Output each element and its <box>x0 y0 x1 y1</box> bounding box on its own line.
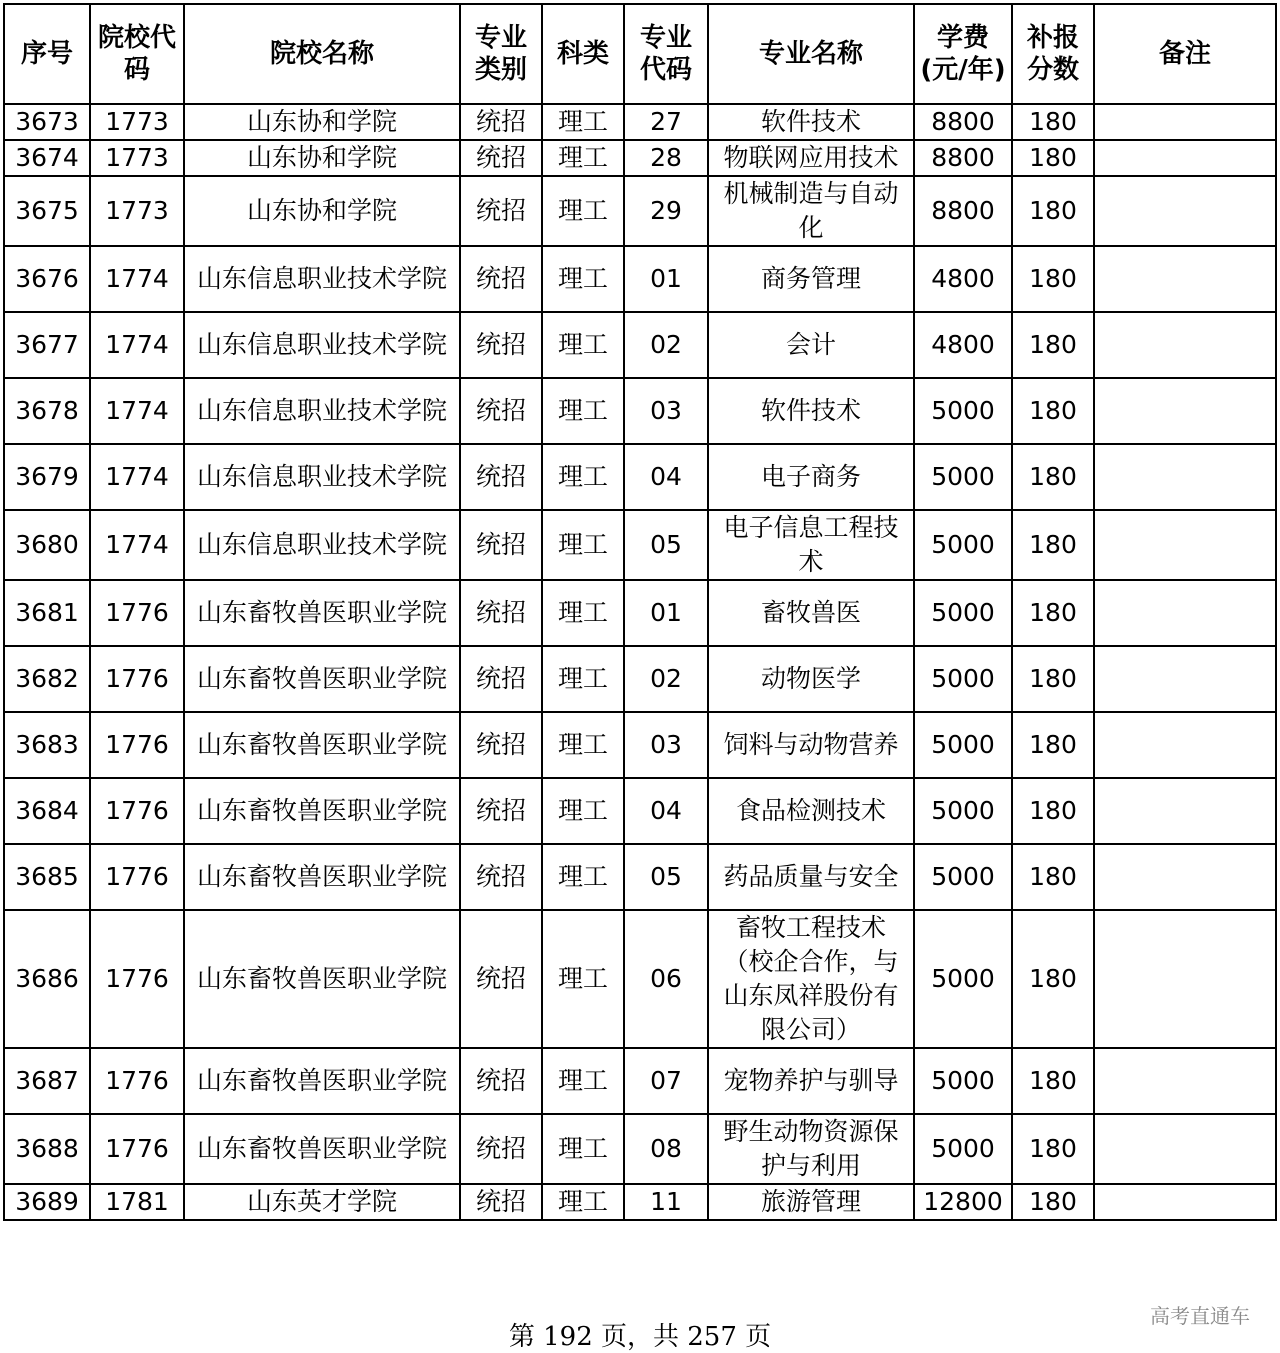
table-cell: 05 <box>624 844 708 910</box>
table-cell: 统招 <box>460 580 542 646</box>
header-cell: 序号 <box>4 4 90 104</box>
table-cell: 180 <box>1012 246 1094 312</box>
table-cell: 3688 <box>4 1114 90 1184</box>
table-cell: 02 <box>624 646 708 712</box>
table-cell <box>1094 378 1276 444</box>
table-cell: 理工 <box>542 104 624 140</box>
table-cell: 理工 <box>542 712 624 778</box>
admission-table <box>3 3 1277 1221</box>
table-cell: 1773 <box>90 176 184 246</box>
table-cell <box>1094 646 1276 712</box>
table-cell: 理工 <box>542 246 624 312</box>
table-row <box>4 444 1276 510</box>
page-number: 第 192 页，共 257 页 <box>508 1322 772 1352</box>
header-cell: 专业名称 <box>708 4 914 104</box>
table-cell: 食品检测技术 <box>708 778 914 844</box>
header-cell: 专业代码 <box>624 4 708 104</box>
table-cell: 山东畜牧兽医职业学院 <box>184 910 460 1048</box>
watermark: 高考直通车 <box>1150 1304 1250 1328</box>
table-row <box>4 176 1276 246</box>
table-row <box>4 378 1276 444</box>
table-cell: 旅游管理 <box>708 1184 914 1220</box>
table-cell: 统招 <box>460 104 542 140</box>
table-cell <box>1094 580 1276 646</box>
table-cell: 统招 <box>460 646 542 712</box>
table-cell: 180 <box>1012 510 1094 580</box>
table-cell: 180 <box>1012 910 1094 1048</box>
table-cell: 宠物养护与驯导 <box>708 1048 914 1114</box>
table-cell: 180 <box>1012 778 1094 844</box>
table-cell: 180 <box>1012 176 1094 246</box>
header-cell: 院校名称 <box>184 4 460 104</box>
table-cell: 5000 <box>914 712 1012 778</box>
table-cell: 180 <box>1012 312 1094 378</box>
table-cell: 03 <box>624 712 708 778</box>
table-cell: 统招 <box>460 378 542 444</box>
table-cell: 1776 <box>90 778 184 844</box>
table-cell: 山东畜牧兽医职业学院 <box>184 712 460 778</box>
table-cell: 山东协和学院 <box>184 176 460 246</box>
table-cell: 统招 <box>460 1114 542 1184</box>
table-cell <box>1094 778 1276 844</box>
table-cell: 03 <box>624 378 708 444</box>
table-row <box>4 140 1276 176</box>
table-cell: 4800 <box>914 312 1012 378</box>
table-row <box>4 510 1276 580</box>
table-cell <box>1094 844 1276 910</box>
table-cell: 180 <box>1012 378 1094 444</box>
table-cell: 1776 <box>90 646 184 712</box>
table-cell: 5000 <box>914 778 1012 844</box>
table-cell: 8800 <box>914 176 1012 246</box>
table-cell: 3674 <box>4 140 90 176</box>
table-cell: 180 <box>1012 844 1094 910</box>
table-cell: 统招 <box>460 1048 542 1114</box>
table-cell: 1776 <box>90 910 184 1048</box>
table-cell: 3679 <box>4 444 90 510</box>
table-cell: 山东畜牧兽医职业学院 <box>184 1048 460 1114</box>
table-cell: 机械制造与自动化 <box>708 176 914 246</box>
table-cell: 统招 <box>460 844 542 910</box>
table-cell: 会计 <box>708 312 914 378</box>
table-cell <box>1094 444 1276 510</box>
table-cell: 畜牧兽医 <box>708 580 914 646</box>
table-cell: 07 <box>624 1048 708 1114</box>
table-cell: 山东协和学院 <box>184 140 460 176</box>
table-row <box>4 312 1276 378</box>
table-row <box>4 246 1276 312</box>
table-cell: 3686 <box>4 910 90 1048</box>
table-cell: 180 <box>1012 712 1094 778</box>
table-cell: 饲料与动物营养 <box>708 712 914 778</box>
table-cell: 180 <box>1012 104 1094 140</box>
table-cell: 山东畜牧兽医职业学院 <box>184 646 460 712</box>
table-cell: 药品质量与安全 <box>708 844 914 910</box>
table-cell: 1781 <box>90 1184 184 1220</box>
table-cell: 5000 <box>914 910 1012 1048</box>
table-cell: 理工 <box>542 140 624 176</box>
table-cell: 动物医学 <box>708 646 914 712</box>
table-cell: 理工 <box>542 1048 624 1114</box>
table-cell: 物联网应用技术 <box>708 140 914 176</box>
table-cell: 3682 <box>4 646 90 712</box>
table-row <box>4 1184 1276 1220</box>
table-cell: 5000 <box>914 1048 1012 1114</box>
table-cell: 软件技术 <box>708 104 914 140</box>
table-row <box>4 580 1276 646</box>
table-cell: 1773 <box>90 140 184 176</box>
table-cell: 统招 <box>460 444 542 510</box>
table-cell: 山东信息职业技术学院 <box>184 312 460 378</box>
table-row <box>4 104 1276 140</box>
table-cell: 3684 <box>4 778 90 844</box>
table-cell: 3681 <box>4 580 90 646</box>
table-cell: 08 <box>624 1114 708 1184</box>
table-cell: 理工 <box>542 580 624 646</box>
table-cell: 统招 <box>460 510 542 580</box>
table-cell: 山东英才学院 <box>184 1184 460 1220</box>
table-cell: 27 <box>624 104 708 140</box>
table-cell: 山东畜牧兽医职业学院 <box>184 844 460 910</box>
table-cell: 电子商务 <box>708 444 914 510</box>
table-cell: 11 <box>624 1184 708 1220</box>
table-cell: 山东信息职业技术学院 <box>184 378 460 444</box>
table-cell <box>1094 1048 1276 1114</box>
table-cell: 统招 <box>460 176 542 246</box>
table-cell: 5000 <box>914 844 1012 910</box>
table-cell <box>1094 104 1276 140</box>
table-cell: 3675 <box>4 176 90 246</box>
table-cell: 180 <box>1012 646 1094 712</box>
table-cell <box>1094 176 1276 246</box>
header-cell: 科类 <box>542 4 624 104</box>
table-cell: 理工 <box>542 444 624 510</box>
table-cell: 04 <box>624 778 708 844</box>
table-cell: 5000 <box>914 1114 1012 1184</box>
table-cell <box>1094 910 1276 1048</box>
table-cell: 统招 <box>460 778 542 844</box>
table-cell: 3680 <box>4 510 90 580</box>
table-row <box>4 778 1276 844</box>
table-cell: 29 <box>624 176 708 246</box>
table-body <box>4 104 1276 1220</box>
table-cell: 山东信息职业技术学院 <box>184 246 460 312</box>
table-cell: 理工 <box>542 312 624 378</box>
table-cell: 3678 <box>4 378 90 444</box>
table-cell: 统招 <box>460 246 542 312</box>
header-cell: 院校代码 <box>90 4 184 104</box>
table-cell: 统招 <box>460 910 542 1048</box>
table-cell: 理工 <box>542 910 624 1048</box>
table-cell: 5000 <box>914 580 1012 646</box>
header-cell: 学费(元/年) <box>914 4 1012 104</box>
header-cell: 备注 <box>1094 4 1276 104</box>
table-cell: 软件技术 <box>708 378 914 444</box>
table-cell: 180 <box>1012 1114 1094 1184</box>
table-cell: 1776 <box>90 580 184 646</box>
table-cell: 8800 <box>914 140 1012 176</box>
table-cell: 1776 <box>90 1048 184 1114</box>
table-cell: 3683 <box>4 712 90 778</box>
table-cell <box>1094 712 1276 778</box>
table-cell: 3676 <box>4 246 90 312</box>
table-cell: 1774 <box>90 312 184 378</box>
table-cell: 统招 <box>460 1184 542 1220</box>
table-cell: 180 <box>1012 580 1094 646</box>
table-cell: 1773 <box>90 104 184 140</box>
table-cell: 野生动物资源保护与利用 <box>708 1114 914 1184</box>
table-cell: 3685 <box>4 844 90 910</box>
table-cell: 3673 <box>4 104 90 140</box>
table-cell <box>1094 312 1276 378</box>
table-cell: 02 <box>624 312 708 378</box>
table-cell: 05 <box>624 510 708 580</box>
table-cell: 山东协和学院 <box>184 104 460 140</box>
table-cell: 山东畜牧兽医职业学院 <box>184 580 460 646</box>
header-row <box>4 4 1276 104</box>
table-cell: 01 <box>624 246 708 312</box>
table-cell: 3677 <box>4 312 90 378</box>
table-cell: 1774 <box>90 510 184 580</box>
table-cell: 180 <box>1012 444 1094 510</box>
table-cell: 山东畜牧兽医职业学院 <box>184 1114 460 1184</box>
table-cell: 3687 <box>4 1048 90 1114</box>
table-cell: 5000 <box>914 444 1012 510</box>
table-cell: 电子信息工程技术 <box>708 510 914 580</box>
table-cell: 理工 <box>542 1184 624 1220</box>
header-cell: 专业类别 <box>460 4 542 104</box>
table-cell: 5000 <box>914 378 1012 444</box>
table-cell: 5000 <box>914 646 1012 712</box>
table-row <box>4 844 1276 910</box>
table-row <box>4 712 1276 778</box>
table-cell: 山东信息职业技术学院 <box>184 510 460 580</box>
table-cell: 1774 <box>90 378 184 444</box>
table-row <box>4 910 1276 1048</box>
table-cell: 理工 <box>542 778 624 844</box>
table-cell: 统招 <box>460 712 542 778</box>
table-cell <box>1094 140 1276 176</box>
table-cell: 06 <box>624 910 708 1048</box>
table-cell: 04 <box>624 444 708 510</box>
table-cell: 5000 <box>914 510 1012 580</box>
table-cell: 畜牧工程技术（校企合作，与山东凤祥股份有限公司） <box>708 910 914 1048</box>
table-cell: 理工 <box>542 1114 624 1184</box>
table-cell: 1774 <box>90 444 184 510</box>
table-cell: 8800 <box>914 104 1012 140</box>
table-cell: 1776 <box>90 1114 184 1184</box>
table-cell: 理工 <box>542 176 624 246</box>
table-cell <box>1094 1114 1276 1184</box>
table-cell: 理工 <box>542 378 624 444</box>
table-cell: 山东信息职业技术学院 <box>184 444 460 510</box>
table-cell: 12800 <box>914 1184 1012 1220</box>
table-cell: 180 <box>1012 140 1094 176</box>
table-cell: 理工 <box>542 844 624 910</box>
table-cell: 28 <box>624 140 708 176</box>
table-row <box>4 646 1276 712</box>
table-cell: 山东畜牧兽医职业学院 <box>184 778 460 844</box>
table-cell <box>1094 1184 1276 1220</box>
table-cell <box>1094 246 1276 312</box>
table-cell: 01 <box>624 580 708 646</box>
table-cell: 1774 <box>90 246 184 312</box>
table-cell: 理工 <box>542 510 624 580</box>
table-cell: 统招 <box>460 312 542 378</box>
table-row <box>4 1114 1276 1184</box>
table-cell: 180 <box>1012 1184 1094 1220</box>
table-cell: 3689 <box>4 1184 90 1220</box>
table-row <box>4 1048 1276 1114</box>
table-cell: 1776 <box>90 712 184 778</box>
table-cell: 4800 <box>914 246 1012 312</box>
table-cell: 商务管理 <box>708 246 914 312</box>
table-cell: 统招 <box>460 140 542 176</box>
header-cell: 补报分数 <box>1012 4 1094 104</box>
table-cell: 180 <box>1012 1048 1094 1114</box>
table-cell <box>1094 510 1276 580</box>
table-cell: 理工 <box>542 646 624 712</box>
table-cell: 1776 <box>90 844 184 910</box>
